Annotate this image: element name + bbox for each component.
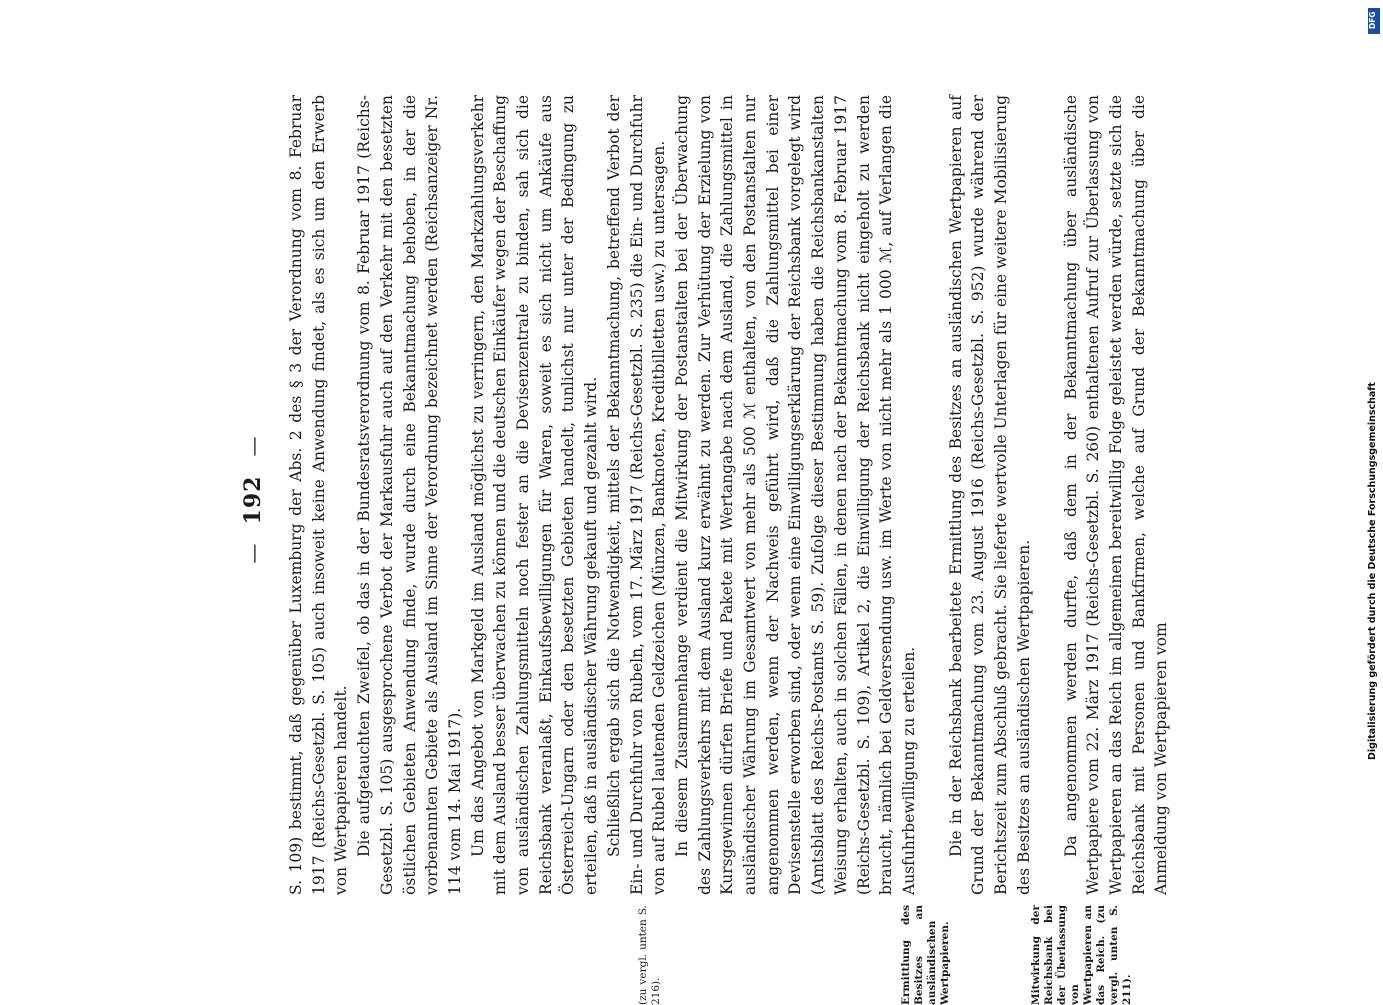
header-dash-right: — bbox=[241, 436, 265, 457]
paragraph-7: Da angenommen werden durfte, daß dem in der Bekanntmachung über ausländische Wertpapiere vom 22. März 1917 (Reichs-Gesetzbl. S. 260) enthaltenen Aufruf zur Überlassung von Wertpapieren an das Reich im allgemeinen bereitwillig Folge geleistet werden würde, setzte sich die Reichsbank mit Personen und Bankfirmen, welche auf Grund der Bekanntmachung über die Anmeldung von Wertpapieren vom bbox=[1061, 95, 1171, 895]
paragraph-6: Die in der Reichsbank bearbeitete Ermittlung des Besitzes an ausländischen Wertpapieren auf Grund der Bekanntmachung vom 23. August 1916 (Reichs-Gesetzbl. S. 952) wurde während der Berichtszeit zum Abschluß gebracht. Sie lieferte wertvolle Unterlagen für eine weitere Mobilisierung des Besitzes an ausländischen Wertpapieren. bbox=[946, 95, 1033, 895]
paragraph-4: Schließlich ergab sich die Notwendigkeit, mittels der Bekanntmachung, betreffend Verbot der Ein- und Durchfuhr von Rubeln, vom 17. März 1917 (Reichs-Gesetzbl. S. 235) die Ein- und Durchfuhr von auf Rubel lautenden Geldzeichen (Münzen, Banknoten, Kreditbilletten usw.) zu untersagen. bbox=[604, 95, 669, 895]
side-credit-text: Digitalisierung gefördert durch die Deutsche Forschungsgemeinschaft bbox=[1367, 382, 1378, 760]
rotated-page bbox=[140, 0, 1240, 1005]
page-number: 192 bbox=[240, 475, 266, 525]
body-text bbox=[285, 95, 1173, 1005]
side-credit bbox=[1353, 0, 1383, 1000]
margin-note-mitwirkung: Mitwirkung der Reichsbank bei der Überlassung von Wertpapieren an das Reich. (zu vergl. unten S. 211). bbox=[1030, 905, 1133, 1005]
paragraph-2: Die aufgetauchten Zweifel, ob das in der Bundesratsverordnung vom 8. Februar 1917 (Reichs-Gesetzbl. S. 105) ausgesprochene Verbot der Markausfuhr auch auf den Verkehr mit den besetzten östlichen Gebieten Anwendung finde, wurde durch eine Bekanntmachung behoben, in der die vorbenannten Gebiete als Ausland im Sinne der Verordnung bezeichnet werden (Reichsanzeiger Nr. 114 vom 14. Mai 1917). bbox=[355, 95, 464, 895]
dfg-logo: DFG bbox=[1368, 8, 1380, 34]
header-dash-left: — bbox=[241, 543, 265, 564]
margin-note-ermittlung: Ermittlung des Besitzes an ausländischen Wertpapieren. bbox=[900, 905, 951, 1005]
margin-note-reference: (zu vergl. unten S. 216). bbox=[637, 905, 662, 1005]
paragraph-3: Um das Angebot von Markgeld im Ausland möglichst zu verringern, den Markzahlungsverkehr mit dem Ausland besser überwachen zu können und die deutschen Einkäufer wegen der Beschaffung von ausländischen Zahlungsmitteln noch fester an die Devisenzentrale zu binden, sah sich die Reichsbank veranlaßt, Einkaufsbewilligungen für Waren, soweit es sich nicht um Ankäufe aus Österreich-Ungarn oder den besetzten Gebieten handelt, tunlichst nur unter der Bedingung zu erteilen, daß in ausländischer Währung gekauft und gezahlt wird. bbox=[468, 95, 601, 895]
paragraph-5: In diesem Zusammenhange verdient die Mitwirkung der Postanstalten bei der Überwachung des Zahlungsverkehrs mit dem Ausland kurz erwähnt zu werden. Zur Verhütung der Erzielung von Kursgewinnen dürfen Briefe und Pakete mit Wertangabe nach dem Ausland, die Zahlungsmittel in ausländischer Währung im Gesamtwert von mehr als 500 ℳ enthalten, von den Postanstalten nur angenommen werden, wenn der Nachweis geführt wird, daß die Zahlungsmittel bei einer Devisenstelle erworben sind, oder wenn eine Einwilligungserklärung der Reichsbank vorgelegt wird (Amtsblatt des Reichs-Postamts S. 59). Zufolge dieser Bestimmung haben die Reichsbankanstalten Weisung erhalten, auch in solchen Fällen, in denen nach der Bekanntmachung vom 8. Februar 1917 (Reichs-Gesetzbl. S. 109), Artikel 2, die Einwilligung der Reichsbank nicht eingeholt zu werden braucht, nämlich bei Geldversendung usw. im Werte von nicht mehr als 1 000 ℳ, auf Verlangen die Ausfuhrbewilligung zu erteilen. bbox=[672, 95, 918, 895]
paragraph-1: S. 109) bestimmt, daß gegenüber Luxemburg der Abs. 2 des § 3 der Verordnung vom 8. Februar 1917 (Reichs-Gesetzbl. S. 105) auch insoweit keine Anwendung findet, als es sich um den Erwerb von Wertpapieren handelt. bbox=[287, 95, 351, 895]
page-header bbox=[240, 0, 266, 1000]
